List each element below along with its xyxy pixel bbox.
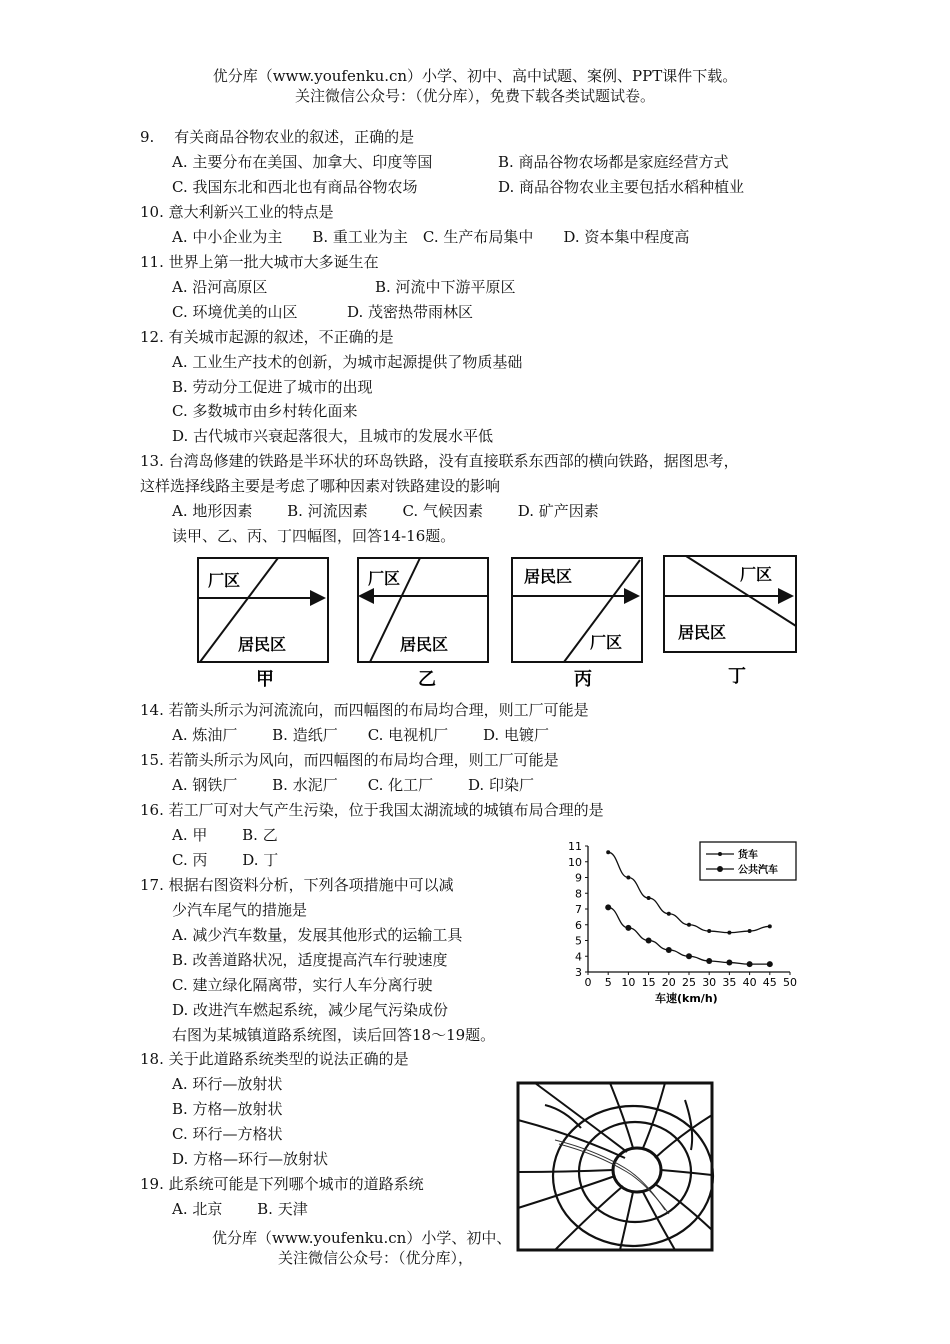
intro-18-19: 右图为某城镇道路系统图，读后回答18～19题。 — [172, 1026, 496, 1044]
y-tick-label: 9 — [575, 871, 582, 885]
caption-ding: 丁 — [728, 666, 746, 687]
q11-option-c: C. 环境优美的山区 — [172, 303, 298, 321]
data-point — [727, 931, 731, 935]
data-point — [747, 961, 753, 967]
data-point — [767, 961, 773, 967]
q17-stem-line2: 少汽车尾气的措施是 — [172, 901, 308, 919]
factory-label: 厂区 — [208, 571, 241, 590]
residential-label: 居民区 — [400, 635, 449, 654]
data-point — [647, 896, 651, 900]
q17-stem-line1: 17. 根据右图资料分析，下列各项措施中可以减 — [140, 876, 454, 894]
intro-14-16: 读甲、乙、丙、丁四幅图，回答14-16题。 — [172, 527, 456, 545]
layout-diagrams — [190, 552, 800, 692]
q12-option-a: A. 工业生产技术的创新，为城市起源提供了物质基础 — [172, 353, 523, 371]
diagram-ding — [664, 556, 796, 687]
x-tick-label: 35 — [722, 976, 737, 989]
q19-stem: 19. 此系统可能是下列哪个城市的道路系统 — [140, 1175, 424, 1193]
q14-stem: 14. 若箭头所示为河流流向，而四幅图的布局均合理，则工厂可能是 — [140, 701, 589, 719]
y-tick-label: 8 — [575, 887, 582, 901]
q17-option-d: D. 改进汽车燃起系统，减少尾气污染成份 — [172, 1001, 449, 1019]
q19-options: A. 北京 B. 天津 — [172, 1200, 308, 1218]
residential-label: 居民区 — [524, 567, 573, 586]
chart-xlabel: 车速(km/h) — [655, 992, 718, 1005]
exhaust-chart — [560, 836, 805, 1008]
y-tick-label: 6 — [575, 918, 582, 932]
x-tick-label: 40 — [742, 976, 757, 989]
data-point — [626, 876, 630, 880]
x-tick-label: 50 — [783, 976, 797, 989]
caption-yi: 乙 — [418, 669, 436, 690]
q13-stem-line2: 这样选择线路主要是考虑了哪种因素对铁路建设的影响 — [140, 477, 501, 495]
x-tick-label: 25 — [682, 976, 696, 989]
header-line-2: 关注微信公众号：（优分库），免费下载各类试题试卷。 — [294, 87, 655, 105]
diagram-yi — [358, 558, 488, 690]
data-point — [748, 929, 752, 933]
q15-options: A. 钢铁厂 B. 水泥厂 C. 化工厂 D. 印染厂 — [172, 776, 534, 794]
q10-stem: 10. 意大利新兴工业的特点是 — [140, 203, 334, 221]
q16-options-ab: A. 甲 B. 乙 — [172, 826, 278, 844]
factory-label: 厂区 — [368, 569, 401, 588]
legend-marker — [717, 866, 723, 872]
q17-option-c: C. 建立绿化隔离带，实行人车分离行驶 — [172, 976, 433, 994]
y-tick-label: 4 — [575, 950, 582, 964]
data-point — [707, 929, 711, 933]
data-point — [605, 904, 611, 910]
legend-marker — [718, 852, 722, 856]
q18-option-c: C. 环行—方格状 — [172, 1125, 283, 1143]
q12-option-b: B. 劳动分工促进了城市的出现 — [172, 378, 373, 396]
y-tick-label: 7 — [575, 903, 582, 916]
y-tick-label: 5 — [575, 934, 582, 948]
header-line-1: 优分库（www.youfenku.cn）小学、初中、高中试题、案例、PPT课件下载。 — [212, 67, 738, 85]
x-tick-label: 15 — [641, 976, 656, 989]
q12-option-d: D. 古代城市兴衰起落很大，且城市的发展水平低 — [172, 427, 494, 445]
q12-option-c: C. 多数城市由乡村转化面来 — [172, 402, 358, 420]
data-point — [667, 912, 671, 916]
caption-bing: 丙 — [574, 669, 592, 690]
footer-line-1: 优分库（www.youfenku.cn）小学、初中、 — [212, 1229, 512, 1247]
q11-option-b: B. 河流中下游平原区 — [375, 278, 516, 296]
residential-label: 居民区 — [678, 623, 727, 642]
q16-options-cd: C. 丙 D. 丁 — [172, 851, 279, 869]
q16-stem: 16. 若工厂可对大气产生污染，位于我国太湖流域的城镇布局合理的是 — [140, 801, 604, 819]
factory-label: 厂区 — [740, 565, 773, 584]
q9-option-d: D. 商品谷物农业主要包括水稻种植业 — [498, 178, 745, 196]
diagram-jia — [198, 558, 328, 690]
residential-label: 居民区 — [238, 635, 287, 654]
factory-label: 厂区 — [590, 633, 623, 652]
legend-label: 货车 — [738, 850, 758, 861]
q13-stem-line1: 13. 台湾岛修建的铁路是半环状的环岛铁路，没有直接联系东西部的横向铁路，据图思考， — [140, 452, 739, 470]
data-point — [686, 953, 692, 959]
q17-option-a: A. 减少汽车数量，发展其他形式的运输工具 — [172, 926, 463, 944]
data-point — [687, 923, 691, 927]
q18-stem: 18. 关于此道路系统类型的说法正确的是 — [140, 1050, 409, 1068]
q17-option-b: B. 改善道路状况，适度提高汽车行驶速度 — [172, 951, 448, 969]
q11-option-a: A. 沿河高原区 — [172, 278, 268, 296]
q18-option-b: B. 方格—放射状 — [172, 1100, 283, 1118]
data-point — [768, 924, 772, 928]
data-point — [625, 925, 631, 931]
q9-stem: 9. 有关商品谷物农业的叙述，正确的是 — [140, 128, 415, 146]
q11-option-d: D. 茂密热带雨林区 — [347, 303, 474, 321]
x-tick-label: 5 — [604, 976, 612, 989]
diagram-bing — [512, 558, 642, 690]
y-tick-label: 11 — [568, 840, 582, 853]
data-point — [726, 960, 732, 966]
q10-options: A. 中小企业为主 B. 重工业为主 C. 生产布局集中 D. 资本集中程度高 — [172, 228, 690, 246]
q13-options: A. 地形因素 B. 河流因素 C. 气候因素 D. 矿产因素 — [172, 502, 599, 520]
q9-option-b: B. 商品谷物农场都是家庭经营方式 — [498, 153, 729, 171]
data-point — [606, 850, 610, 854]
q12-stem: 12. 有关城市起源的叙述，不正确的是 — [140, 328, 394, 346]
road-system-map — [515, 1080, 715, 1255]
footer-line-2: 关注微信公众号：（优分库）， — [278, 1249, 474, 1267]
q15-stem: 15. 若箭头所示为风向，而四幅图的布局均合理，则工厂可能是 — [140, 751, 559, 769]
chart-legend — [700, 842, 796, 880]
x-tick-label: 0 — [584, 976, 592, 989]
legend-label: 公共汽车 — [738, 865, 778, 876]
data-point — [646, 938, 652, 944]
x-tick-label: 30 — [702, 976, 717, 989]
y-tick-label: 3 — [575, 966, 582, 979]
q11-stem: 11. 世界上第一批大城市大多诞生在 — [140, 253, 379, 271]
data-point — [666, 947, 672, 953]
x-tick-label: 45 — [762, 976, 777, 989]
caption-jia: 甲 — [256, 669, 274, 690]
q9-option-c: C. 我国东北和西北也有商品谷物农场 — [172, 178, 418, 196]
q9-option-a: A. 主要分布在美国、加拿大、印度等国 — [172, 153, 433, 171]
x-tick-label: 20 — [661, 976, 676, 989]
q14-options: A. 炼油厂 B. 造纸厂 C. 电视机厂 D. 电镀厂 — [172, 726, 549, 744]
data-point — [706, 958, 712, 964]
q18-option-d: D. 方格—环行—放射状 — [172, 1150, 329, 1168]
q18-option-a: A. 环行—放射状 — [172, 1075, 283, 1093]
x-tick-label: 10 — [621, 976, 636, 989]
y-tick-label: 10 — [568, 855, 582, 869]
